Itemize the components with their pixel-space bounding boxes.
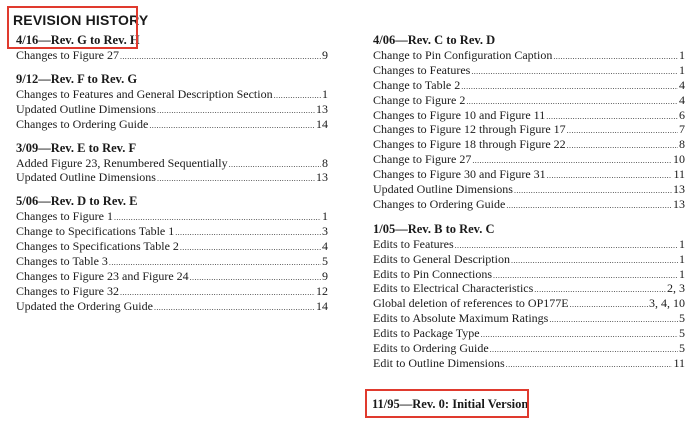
revision-heading: 4/16—Rev. G to Rev. H	[16, 33, 140, 47]
revision-column-right	[373, 33, 685, 371]
dot-leader	[229, 160, 321, 170]
dot-leader	[114, 213, 321, 223]
dot-leader	[549, 315, 678, 325]
entry-page: 5	[322, 254, 328, 269]
dot-leader	[514, 186, 672, 196]
dot-leader	[490, 345, 678, 355]
entry-page: 1	[679, 266, 685, 281]
entry-page: 5	[679, 311, 685, 326]
dot-leader	[493, 271, 678, 281]
revision-entry	[373, 237, 685, 252]
dot-leader	[157, 106, 315, 116]
entry-page: 8	[322, 155, 328, 170]
entry-text: Changes to Features and General Description Section	[16, 86, 273, 101]
entry-text: Updated Outline Dimensions	[16, 101, 156, 116]
revision-heading: 1/05—Rev. B to Rev. C	[373, 221, 495, 236]
revision-section	[16, 194, 328, 313]
entry-page: 5	[679, 341, 685, 356]
highlight-box-initial-version	[365, 389, 529, 418]
revision-entry	[373, 281, 685, 296]
revision-entry	[16, 284, 328, 299]
entry-text: Edits to Features	[373, 236, 454, 251]
entry-text: Updated Outline Dimensions	[16, 170, 156, 185]
revision-entry	[373, 93, 685, 108]
dot-leader	[567, 141, 678, 151]
entry-text: Changes to Specifications Table 2	[16, 239, 179, 254]
entry-text: Changes to Figure 30 and Figure 31	[373, 167, 546, 182]
entry-text: Edits to Electrical Characteristics	[373, 281, 534, 296]
entry-page: 13	[673, 196, 685, 211]
entry-page: 4	[679, 92, 685, 107]
revision-entry	[16, 239, 328, 254]
revision-entry	[373, 137, 685, 152]
entry-text: Changes to Table 3	[16, 254, 108, 269]
revision-section	[373, 33, 685, 212]
revision-entry	[373, 296, 685, 311]
revision-section	[16, 141, 328, 186]
revision-entry	[373, 356, 685, 371]
entry-page: 9	[322, 48, 328, 62]
entry-page: 4	[679, 77, 685, 92]
revision-entry	[373, 122, 685, 137]
revision-entry	[373, 182, 685, 197]
revision-entry	[373, 48, 685, 63]
entry-text: Edits to General Description	[373, 251, 510, 266]
revision-entry	[373, 78, 685, 93]
entry-page: 12	[316, 283, 328, 298]
dot-leader	[547, 171, 673, 181]
entry-text: Updated the Ordering Guide	[16, 298, 153, 313]
entry-text: Change to Pin Configuration Caption	[373, 48, 553, 62]
revision-entry	[373, 267, 685, 282]
dot-leader	[190, 273, 321, 283]
entry-text: Changes to Ordering Guide	[16, 116, 149, 131]
entry-text: Edits to Package Type	[373, 326, 480, 341]
revision-entry	[373, 341, 685, 356]
entry-page: 10	[673, 152, 685, 167]
dot-leader	[180, 243, 321, 253]
entry-page: 2, 3	[667, 281, 685, 296]
dot-leader	[154, 303, 315, 313]
revision-entry	[373, 311, 685, 326]
revision-heading: 3/09—Rev. E to Rev. F	[16, 140, 137, 155]
entry-page: 9	[322, 268, 328, 283]
dot-leader	[553, 52, 678, 62]
revision-entry	[16, 87, 328, 102]
entry-page: 1	[679, 48, 685, 62]
dot-leader	[506, 201, 672, 211]
entry-text: Changes to Figure 27	[16, 48, 119, 62]
revision-entry	[16, 170, 328, 185]
revision-entry	[373, 152, 685, 167]
revision-section	[16, 72, 328, 132]
entry-text: Change to Figure 2	[373, 92, 466, 107]
entry-text: Changes to Figure 23 and Figure 24	[16, 268, 189, 283]
dot-leader	[109, 258, 321, 268]
initial-version-heading: 11/95—Rev. 0: Initial Version	[372, 397, 529, 411]
dot-leader	[466, 97, 678, 107]
entry-page: 1	[322, 86, 328, 101]
revision-entry	[16, 209, 328, 224]
revision-entry	[373, 197, 685, 212]
entry-text: Updated Outline Dimensions	[373, 182, 513, 197]
entry-page: 3	[322, 224, 328, 239]
entry-text: Edits to Absolute Maximum Ratings	[373, 311, 549, 326]
revision-section	[373, 222, 685, 371]
revision-entry	[373, 252, 685, 267]
entry-text: Global deletion of references to OP177E	[373, 296, 569, 311]
entry-text: Change to Figure 27	[373, 152, 472, 167]
revision-entry	[16, 102, 328, 117]
revision-heading: 4/06—Rev. C to Rev. D	[373, 33, 496, 47]
entry-page: 8	[679, 137, 685, 152]
entry-page: 13	[316, 170, 328, 185]
entry-page: 7	[679, 122, 685, 137]
dot-leader	[157, 174, 315, 184]
entry-page: 14	[316, 116, 328, 131]
dot-leader	[567, 126, 678, 136]
entry-text: Changes to Ordering Guide	[373, 196, 506, 211]
dot-leader	[506, 360, 673, 370]
revision-entry	[16, 299, 328, 314]
entry-text: Changes to Figure 10 and Figure 11	[373, 107, 546, 122]
dot-leader	[511, 256, 678, 266]
dot-leader	[546, 112, 678, 122]
entry-page: 5	[679, 326, 685, 341]
entry-text: Edit to Outline Dimensions	[373, 355, 505, 370]
dot-leader	[472, 156, 672, 166]
revision-entry	[16, 254, 328, 269]
entry-page: 1	[322, 209, 328, 224]
revision-entry	[16, 269, 328, 284]
page-title: REVISION HISTORY	[13, 12, 149, 28]
entry-page: 4	[322, 239, 328, 254]
dot-leader	[120, 52, 321, 62]
dot-leader	[274, 91, 321, 101]
entry-page: 11	[673, 355, 685, 370]
dot-leader	[570, 300, 648, 310]
revision-entry	[16, 156, 328, 171]
dot-leader	[175, 228, 321, 238]
revision-entry	[373, 326, 685, 341]
entry-page: 3, 4, 10	[649, 296, 685, 311]
revision-heading: 9/12—Rev. F to Rev. G	[16, 71, 138, 86]
entry-page: 13	[673, 182, 685, 197]
entry-text: Edits to Ordering Guide	[373, 341, 489, 356]
revision-entry	[16, 224, 328, 239]
highlight-box-title	[7, 6, 138, 49]
entry-text: Changes to Figure 1	[16, 209, 113, 224]
dot-leader	[534, 285, 666, 295]
revision-entry	[373, 63, 685, 78]
entry-text: Change to Table 2	[373, 77, 461, 92]
entry-text: Changes to Figure 12 through Figure 17	[373, 122, 566, 137]
revision-entry	[373, 167, 685, 182]
dot-leader	[455, 241, 678, 251]
dot-leader	[120, 288, 315, 298]
entry-page: 1	[679, 62, 685, 77]
revision-heading: 5/06—Rev. D to Rev. E	[16, 194, 138, 209]
entry-text: Changes to Features	[373, 62, 471, 77]
entry-text: Changes to Figure 18 through Figure 22	[373, 137, 566, 152]
revision-column-left	[16, 33, 328, 314]
revision-entry	[373, 108, 685, 123]
entry-page: 11	[673, 167, 685, 182]
entry-text: Change to Specifications Table 1	[16, 224, 175, 239]
entry-page: 6	[679, 107, 685, 122]
entry-page: 13	[316, 101, 328, 116]
revision-entry	[16, 48, 328, 63]
dot-leader	[149, 121, 315, 131]
revision-entry	[16, 117, 328, 132]
entry-page: 14	[316, 298, 328, 313]
dot-leader	[481, 330, 678, 340]
entry-text: Changes to Figure 32	[16, 283, 119, 298]
dot-leader	[471, 67, 678, 77]
dot-leader	[461, 82, 678, 92]
entry-text: Edits to Pin Connections	[373, 266, 493, 281]
entry-text: Added Figure 23, Renumbered Sequentially	[16, 155, 228, 170]
entry-page: 1	[679, 251, 685, 266]
entry-page: 1	[679, 236, 685, 251]
